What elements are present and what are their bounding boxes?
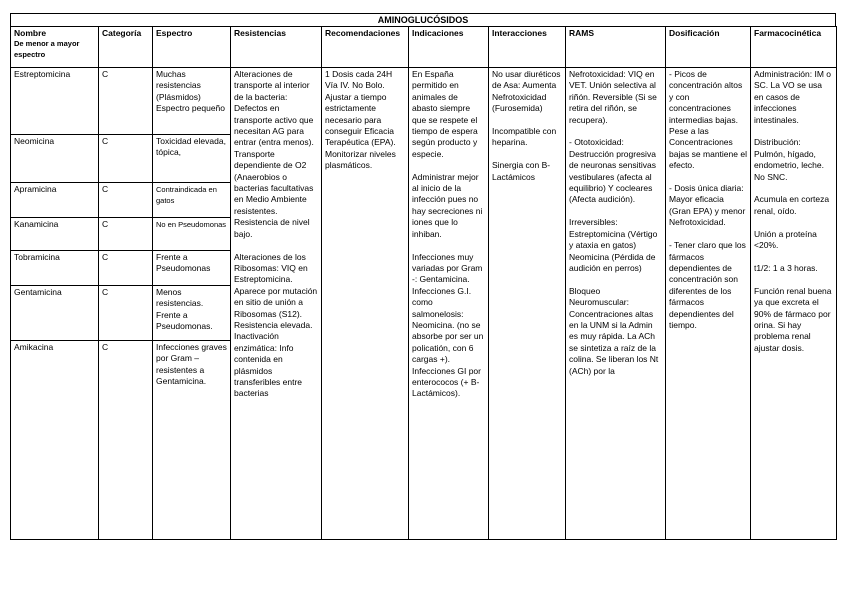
- header-dosificacion: Dosificación: [666, 27, 751, 68]
- header-rams: RAMS: [566, 27, 666, 68]
- interacciones-cell: No usar diuréticos de Asa: Aumenta Nefrotoxicidad (Furosemida) Incompatible con heparina. Sinergia con B-Lactámicos: [489, 68, 566, 540]
- header-categoria: Categoría: [99, 27, 153, 68]
- drug-spectrum: Frente a Pseudomonas: [153, 251, 231, 286]
- recomendaciones-cell: 1 Dosis cada 24H Vía IV. No Bolo. Ajustar a tiempo estrictamente necesario para conseguir Eficacia Terapéutica (EPA). Monitorizar niveles plasmáticos.: [322, 68, 409, 540]
- header-farmacocinetica: Farmacocinética: [751, 27, 837, 68]
- farmacocinetica-cell: Administración: IM o SC. La VO se usa en casos de infecciones intestinales. Distribución: Pulmón, hígado, endometrio, leche. No SNC. Acumula en corteza renal, oído. Unión a proteína <20%. t1/2: 1 a 3 horas. Función renal buena ya que excreta el 90% de fármaco por orina. Si hay problema renal ajustar dosis.: [751, 68, 837, 540]
- resistencias-cell: Alteraciones de transporte al interior de la bacteria: Defectos en transporte activo que necesitan AG para entrar (entra menos). Transporte dependiente de O2 (Anaerobios o bacterias facultativas en Medio Ambiente resistentes. Resistencia de nivel bajo. Alteraciones de los Ribosomas: VIQ en Estreptomicina. Aparece por mutación en sitio de unión a Ribosomas (S12). Resistencia elevada. Inactivación enzimática: Info contenida en plásmidos transferibles entre bacterias: [231, 68, 322, 540]
- header-nombre: [11, 27, 99, 68]
- drug-spectrum: Contraindicada en gatos: [153, 183, 231, 218]
- header-interacciones: Interacciones: [489, 27, 566, 68]
- header-row: [11, 27, 837, 68]
- drug-name: Amikacina: [11, 341, 99, 540]
- header-resistencias: Resistencias: [231, 27, 322, 68]
- drug-spectrum: Menos resistencias. Frente a Pseudomonas.: [153, 286, 231, 341]
- dosificacion-cell: - Picos de concentración altos y con concentraciones intermedias bajas. Pese a las Concentraciones bajas se mantiene el efecto. - Dosis única diaria: Mayor eficacia (Gran EPA) y menor Nefrotoxicidad. - Tener claro que los fármacos dependientes de concentración son diferentes de los fármacos dependientes del tiempo.: [666, 68, 751, 540]
- rams-cell: Nefrotoxicidad: VIQ en VET. Unión selectiva al riñón. Reversible (Si se retira del riñón, se recupera). - Ototoxicidad: Destrucción progresiva de neuronas sensitivas vestibulares (afecta al equilibrio) Y cocleares (Afecta audición). Irreversibles: Estreptomicina (Vértigo y ataxia en gatos) Neomicina (Pérdida de audición en perros) Bloqueo Neuromuscular: Concentraciones altas en la UNM si la Admin es muy rápida. La ACh se sintetiza a raíz de la colina. Se liberan los Nt (ACh) por la: [566, 68, 666, 540]
- header-nombre-sub: De menor a mayor espectro: [14, 39, 80, 59]
- drug-category: C: [99, 251, 153, 286]
- drug-category: C: [99, 218, 153, 251]
- drug-spectrum: Muchas resistencias (Plásmidos) Espectro pequeño: [153, 68, 231, 135]
- header-indicaciones: Indicaciones: [409, 27, 489, 68]
- drug-name: Tobramicina: [11, 251, 99, 286]
- drug-category: C: [99, 135, 153, 183]
- drug-name: Apramicina: [11, 183, 99, 218]
- drug-spectrum: No en Pseudomonas: [153, 218, 231, 251]
- table-title: AMINOGLUCÓSIDOS: [10, 13, 836, 27]
- drug-category: C: [99, 183, 153, 218]
- drug-name: Kanamicina: [11, 218, 99, 251]
- drug-name: Gentamicina: [11, 286, 99, 341]
- header-nombre-label: Nombre: [14, 28, 47, 38]
- drug-spectrum: Infecciones graves por Gram – resistentes a Gentamicina.: [153, 341, 231, 540]
- aminoglucosidos-sheet: [10, 13, 836, 540]
- drug-category: C: [99, 68, 153, 135]
- drug-category: C: [99, 286, 153, 341]
- indicaciones-cell: En España permitido en animales de abasto siempre que se respete el tiempo de espera según producto y especie. Administrar mejor al inicio de la infección pues no hay secreciones ni iones que lo inhiban. Infecciones muy variadas por Gram -: Gentamicina. Infecciones G.I. como salmonelosis: Neomicina. (no se absorbe por ser un policatión, con 6 cargas +). Infecciones GI por enterococos (+ B- Lactámicos).: [409, 68, 489, 540]
- table-row: [11, 68, 837, 135]
- drug-category: C: [99, 341, 153, 540]
- header-espectro: Espectro: [153, 27, 231, 68]
- header-recomendaciones: Recomendaciones: [322, 27, 409, 68]
- drug-spectrum: Toxicidad elevada, tópica,: [153, 135, 231, 183]
- drug-table: [10, 26, 837, 540]
- drug-name: Estreptomicina: [11, 68, 99, 135]
- drug-name: Neomicina: [11, 135, 99, 183]
